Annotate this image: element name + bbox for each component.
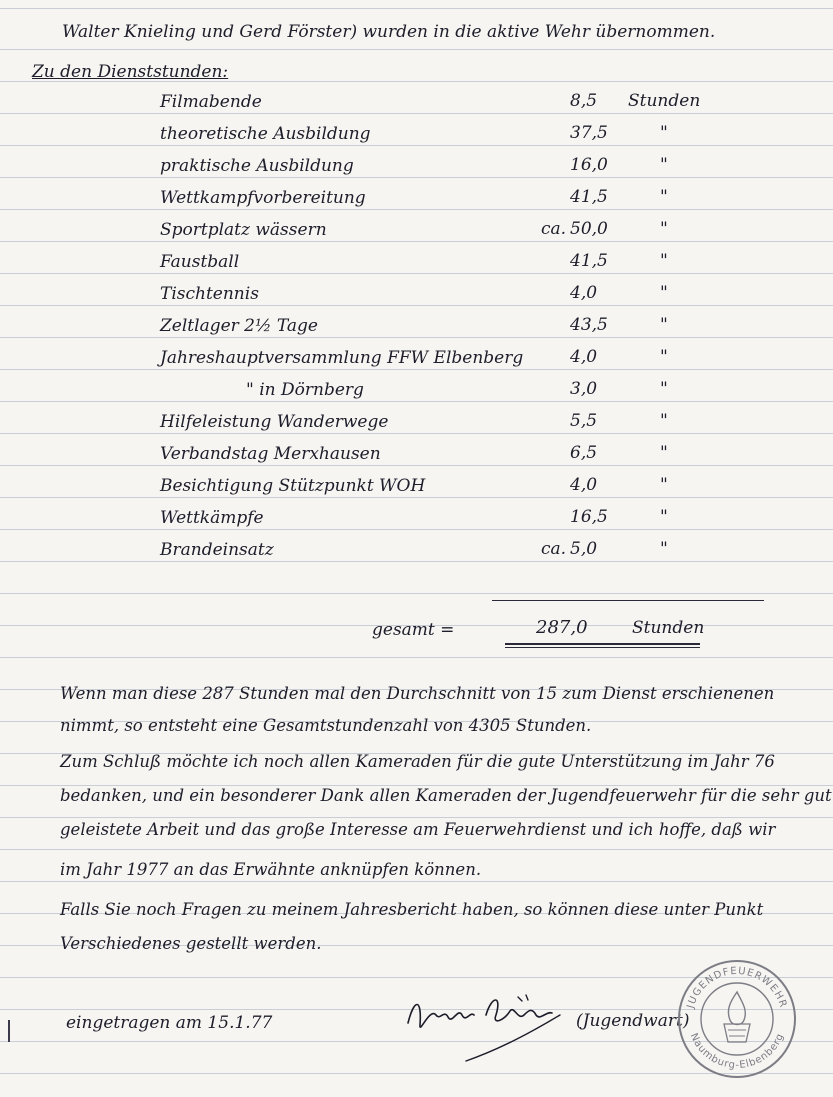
list-item-label: Verbandstag Merxhausen [160, 444, 381, 464]
margin-mark [8, 1020, 10, 1042]
list-item-label: Wettkämpfe [160, 508, 264, 528]
signature-role: (Jugendwart) [576, 1011, 690, 1031]
paragraph-line: Zum Schluß möchte ich noch allen Kameraden für die gute Unterstützung im Jahr 76 [60, 752, 775, 771]
list-item-prefix: ca. [540, 219, 566, 239]
list-item-value: 16,5 [570, 507, 608, 527]
list-item-value: 8,5 [570, 91, 598, 111]
list-item-label: Filmabende [160, 92, 262, 112]
list-item-value: 37,5 [570, 123, 608, 143]
total-label: gesamt = [372, 620, 455, 640]
section-heading: Zu den Dienststunden: [32, 62, 229, 82]
paragraph-line: Verschiedenes gestellt werden. [60, 934, 322, 953]
list-item-unit: " [660, 379, 668, 399]
list-item-unit: " [660, 347, 668, 367]
total-unit: Stunden [632, 618, 705, 638]
list-item-value: 3,0 [570, 379, 598, 399]
list-item-label: Wettkampfvorbereitung [160, 188, 366, 208]
list-item-value: 4,0 [570, 283, 598, 303]
list-item-label: Faustball [160, 252, 240, 272]
entry-date: eingetragen am 15.1.77 [66, 1013, 273, 1033]
paragraph-line: nimmt, so entsteht eine Gesamtstundenzahl von 4305 Stunden. [60, 716, 592, 735]
list-item-label: Brandeinsatz [160, 540, 274, 560]
signature-icon [400, 985, 570, 1065]
list-item-unit: Stunden [628, 91, 701, 111]
list-item-unit: " [660, 507, 668, 527]
list-item-value: 43,5 [570, 315, 608, 335]
list-item-value: 4,0 [570, 347, 598, 367]
list-item-unit: " [660, 443, 668, 463]
list-item-label: Tischtennis [160, 284, 259, 304]
list-item-unit: " [660, 219, 668, 239]
list-item-unit: " [660, 411, 668, 431]
list-item-value: 16,0 [570, 155, 608, 175]
list-item-value: 5,5 [570, 411, 598, 431]
list-item-label: theoretische Ausbildung [160, 124, 371, 144]
total-value: 287,0 [536, 617, 588, 638]
paragraph-line: im Jahr 1977 an das Erwähnte anknüpfen können. [60, 860, 482, 879]
svg-text:Naumburg-Elbenberg: Naumburg-Elbenberg [687, 1031, 787, 1072]
list-item-label: " in Dörnberg [246, 380, 364, 400]
svg-text:JUGENDFEUERWEHR: JUGENDFEUERWEHR [685, 965, 789, 1010]
sum-line [492, 600, 764, 601]
list-item-unit: " [660, 187, 668, 207]
total-underline [505, 643, 700, 645]
list-item-label: Sportplatz wässern [160, 220, 327, 240]
list-item-value: 6,5 [570, 443, 598, 463]
list-item-value: 5,0 [570, 539, 598, 559]
paragraph-line: bedanken, und ein besonderer Dank allen Kameraden der Jugendfeuerwehr für die sehr gut [60, 786, 832, 805]
list-item-unit: " [660, 283, 668, 303]
paragraph-line: Falls Sie noch Fragen zu meinem Jahresbericht haben, so können diese unter Punkt [60, 900, 764, 919]
list-item-unit: " [660, 539, 668, 559]
stamp-seal-icon [676, 958, 798, 1080]
list-item-unit: " [660, 251, 668, 271]
paragraph-line: geleistete Arbeit und das große Interesse am Feuerwehrdienst und ich hoffe, daß wir [60, 820, 776, 839]
list-item-value: 50,0 [570, 219, 608, 239]
list-item-label: Zeltlager 2½ Tage [160, 316, 318, 336]
intro-line: Walter Knieling und Gerd Förster) wurden in die aktive Wehr übernommen. [62, 22, 716, 42]
paragraph-line: Wenn man diese 287 Stunden mal den Durchschnitt von 15 zum Dienst erschienenen [60, 684, 775, 703]
list-item-label: praktische Ausbildung [160, 156, 354, 176]
list-item-value: 41,5 [570, 187, 608, 207]
list-item-label: Jahreshauptversammlung FFW Elbenberg [160, 348, 524, 368]
list-item-unit: " [660, 475, 668, 495]
list-item-prefix: ca. [540, 539, 566, 559]
list-item-value: 41,5 [570, 251, 608, 271]
list-item-unit: " [660, 123, 668, 143]
list-item-label: Besichtigung Stützpunkt WOH [160, 476, 426, 496]
list-item-unit: " [660, 155, 668, 175]
list-item-unit: " [660, 315, 668, 335]
total-double-underline [505, 647, 700, 648]
list-item-label: Hilfeleistung Wanderwege [160, 412, 389, 432]
list-item-value: 4,0 [570, 475, 598, 495]
